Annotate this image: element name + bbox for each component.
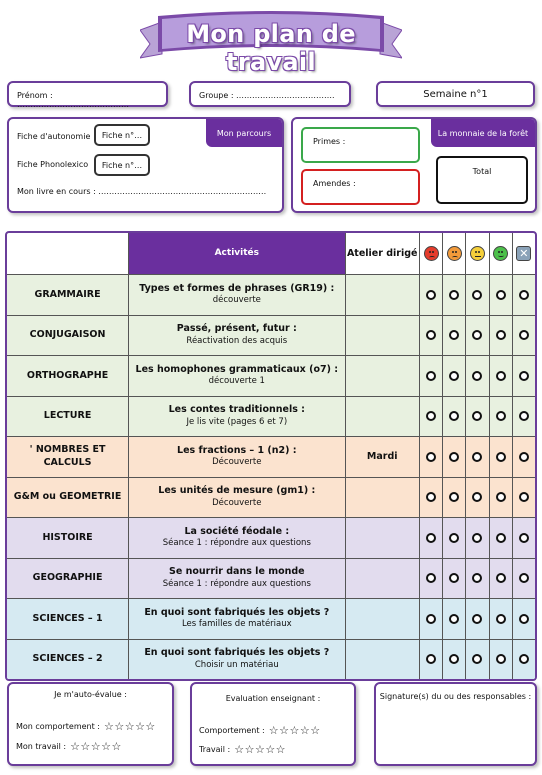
activity-detail: Découverte (212, 497, 262, 508)
prenom-label: Prénom : …………………………………… (17, 91, 129, 109)
primes-field[interactable] (301, 127, 420, 163)
activity-cell (128, 599, 344, 639)
rating-radio[interactable] (426, 411, 436, 421)
livre-label: Mon livre en cours : ……………………………………………………… (17, 187, 267, 196)
activity-detail: Choisir un matériau (194, 659, 279, 670)
rating-radio[interactable] (519, 371, 529, 381)
rating-radio[interactable] (519, 573, 529, 583)
table-row (7, 315, 535, 356)
activity-title: Les fractions – 1 (n2) : (177, 444, 297, 456)
rating-radio[interactable] (449, 573, 459, 583)
activity-cell (128, 518, 344, 558)
rating-radio[interactable] (426, 614, 436, 624)
activity-detail: Séance 1 : répondre aux questions (162, 538, 311, 549)
rating-radio[interactable] (472, 654, 482, 664)
table-row (7, 639, 535, 680)
rating-radio[interactable] (426, 371, 436, 381)
activity-detail: Découverte (212, 457, 262, 468)
rating-radio[interactable] (449, 533, 459, 543)
auto-eval-panel (7, 682, 174, 766)
rating-radio[interactable] (426, 290, 436, 300)
subject-cell: SCIENCES – 1 (32, 612, 103, 624)
activity-detail: découverte (212, 295, 261, 306)
groupe-field[interactable] (189, 81, 351, 107)
table-row (7, 396, 535, 437)
atelier-cell (345, 518, 419, 558)
activity-title: En quoi sont fabriqués les objets ? (144, 647, 330, 659)
rating-radio[interactable] (519, 492, 529, 502)
header-atelier: Atelier dirigé (345, 233, 419, 274)
parcours-panel (7, 117, 284, 213)
semaine-label: Semaine n°1 (423, 89, 488, 100)
fiche-autonomie-field[interactable]: Fiche n°… (94, 124, 150, 146)
rating-radio[interactable] (472, 411, 482, 421)
rating-radio[interactable] (472, 452, 482, 462)
atelier-cell (345, 316, 419, 356)
rating-radio[interactable] (426, 330, 436, 340)
sad-face-icon (447, 246, 462, 261)
table-row (7, 598, 535, 639)
atelier-cell (345, 599, 419, 639)
rating-radio[interactable] (449, 330, 459, 340)
rating-radio[interactable] (426, 654, 436, 664)
monnaie-panel (291, 117, 537, 213)
subject-cell: HISTOIRE (42, 531, 93, 543)
rating-radio[interactable] (449, 290, 459, 300)
rating-radio[interactable] (496, 452, 506, 462)
table-row (7, 477, 535, 518)
activity-title: Passé, présent, futur : (176, 323, 297, 335)
total-label: Total (472, 167, 492, 176)
activity-detail: Les familles de matériaux (181, 619, 292, 630)
activity-title: Les homophones grammaticaux (o7) : (135, 363, 339, 375)
signature-panel[interactable] (374, 682, 537, 766)
atelier-cell (345, 640, 419, 680)
table-row (7, 436, 535, 477)
rating-radio[interactable] (496, 654, 506, 664)
rating-radio[interactable] (519, 654, 529, 664)
table-row (7, 355, 535, 396)
header-activites: Activités (128, 233, 344, 274)
subject-cell: G&M ou GEOMETRIE (13, 491, 122, 503)
eval-travail-label: Travail : (199, 745, 231, 754)
rating-radio[interactable] (496, 290, 506, 300)
rating-radio[interactable] (472, 330, 482, 340)
semaine-box (376, 81, 535, 107)
atelier-cell (345, 397, 419, 437)
activity-detail: Je lis vite (pages 6 et 7) (186, 416, 288, 427)
activity-detail: Réactivation des acquis (186, 335, 288, 346)
eval-travail-stars[interactable]: ☆☆☆☆☆ (234, 743, 287, 756)
subject-cell: SCIENCES – 2 (32, 653, 103, 665)
rating-radio[interactable] (519, 290, 529, 300)
activity-title: En quoi sont fabriqués les objets ? (144, 606, 330, 618)
table-row (7, 558, 535, 599)
rating-radio[interactable] (472, 614, 482, 624)
activity-cell (128, 437, 344, 477)
eval-enseignant-panel (190, 682, 356, 766)
activity-title: Se nourrir dans le monde (168, 566, 305, 578)
eval-comportement-label: Comportement : (199, 726, 265, 735)
activity-title: Les unités de mesure (gm1) : (158, 485, 316, 497)
rating-radio[interactable] (449, 371, 459, 381)
subject-cell: LECTURE (43, 410, 92, 422)
rating-radio[interactable] (496, 371, 506, 381)
rating-radio[interactable] (519, 452, 529, 462)
rating-radio[interactable] (496, 330, 506, 340)
rating-radio[interactable] (472, 492, 482, 502)
atelier-cell (345, 559, 419, 599)
amendes-field[interactable] (301, 169, 420, 205)
fiche-phonolexico-field[interactable]: Fiche n°… (94, 154, 150, 176)
rating-radio[interactable] (449, 492, 459, 502)
rating-radio[interactable] (496, 411, 506, 421)
rating-radio[interactable] (426, 533, 436, 543)
rating-radio[interactable] (496, 492, 506, 502)
travail-stars[interactable]: ☆☆☆☆☆ (70, 740, 122, 753)
rating-radio[interactable] (496, 533, 506, 543)
rating-radio[interactable] (426, 452, 436, 462)
rating-radio[interactable] (472, 371, 482, 381)
page-title: Mon plan de travail (186, 20, 356, 76)
rating-radio[interactable] (472, 573, 482, 583)
travail-label: Mon travail : (16, 742, 67, 751)
rating-radio[interactable] (519, 411, 529, 421)
subject-cell: CONJUGAISON (29, 329, 106, 341)
rating-radio[interactable] (496, 614, 506, 624)
atelier-cell (345, 478, 419, 518)
amendes-label: Amendes : (313, 179, 356, 188)
rating-radio[interactable] (449, 452, 459, 462)
rating-radio[interactable] (496, 573, 506, 583)
comportement-stars[interactable]: ☆☆☆☆☆ (103, 720, 156, 733)
table-header (7, 233, 535, 274)
activity-cell (128, 640, 344, 680)
rating-radio[interactable] (449, 411, 459, 421)
rating-radio[interactable] (426, 573, 436, 583)
subject-cell: ORTHOGRAPHE (26, 369, 109, 381)
rating-radio[interactable] (472, 533, 482, 543)
activity-cell (128, 397, 344, 437)
activity-title: Les contes traditionnels : (168, 404, 305, 416)
happy-face-icon (493, 246, 508, 261)
parcours-tag: Mon parcours (206, 119, 282, 147)
signature-title: Signature(s) du ou des responsables : (379, 692, 532, 701)
rating-radio[interactable] (519, 614, 529, 624)
comportement-label: Mon comportement : (16, 722, 100, 731)
activity-cell (128, 478, 344, 518)
subject-cell: GEOGRAPHIE (32, 572, 103, 584)
eval-comportement-stars[interactable]: ☆☆☆☆☆ (268, 724, 321, 737)
prenom-field[interactable] (7, 81, 168, 107)
activity-title: Types et formes de phrases (GR19) : (139, 282, 335, 294)
activity-cell (128, 316, 344, 356)
activity-title: La société féodale : (184, 525, 290, 537)
title-banner (140, 8, 402, 76)
fiche-autonomie-label: Fiche d'autonomie (17, 132, 91, 141)
rating-radio[interactable] (449, 654, 459, 664)
activities-table (5, 231, 537, 681)
activity-cell (128, 275, 344, 315)
cross-icon: ✕ (516, 246, 531, 261)
activity-detail: Séance 1 : répondre aux questions (162, 578, 311, 589)
table-row (7, 517, 535, 558)
fiche-phonolexico-label: Fiche Phonolexico (17, 160, 89, 169)
total-field[interactable] (436, 156, 528, 204)
rating-radio[interactable] (426, 492, 436, 502)
monnaie-tag: La monnaie de la forêt (431, 119, 535, 147)
primes-label: Primes : (313, 137, 346, 146)
rating-radio[interactable] (519, 330, 529, 340)
activity-detail: découverte 1 (208, 376, 265, 387)
activity-cell (128, 356, 344, 396)
rating-radio[interactable] (519, 533, 529, 543)
rating-radio[interactable] (472, 290, 482, 300)
neutral-face-icon (470, 246, 485, 261)
eval-title: Evaluation enseignant : (225, 694, 321, 703)
atelier-cell (345, 356, 419, 396)
atelier-cell: Mardi (345, 437, 419, 477)
subject-cell: GRAMMAIRE (34, 288, 101, 300)
subject-cell: ' NOMBRES ET CALCULS (29, 444, 106, 468)
atelier-cell (345, 275, 419, 315)
angry-face-icon (424, 246, 439, 261)
activity-cell (128, 559, 344, 599)
auto-eval-title: Je m'auto-évalue : (54, 690, 127, 699)
table-row (7, 274, 535, 315)
groupe-label: Groupe : ………………………………. (199, 91, 335, 100)
rating-radio[interactable] (449, 614, 459, 624)
